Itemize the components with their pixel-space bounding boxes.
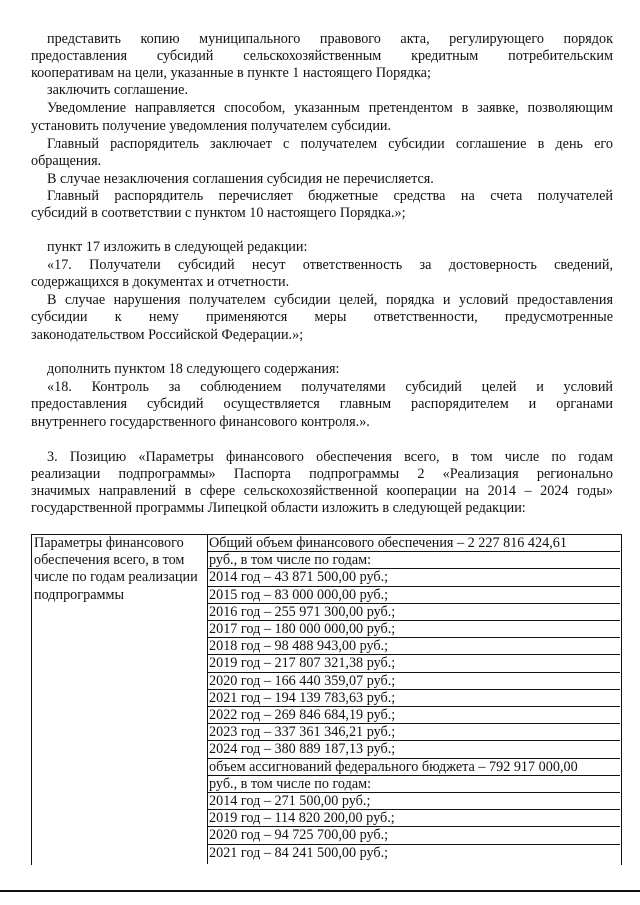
table-right-line: 2024 год – 380 889 187,13 руб.; <box>209 741 396 758</box>
paragraph-line: Главный распорядитель перечисляет бюджетные средства на счета получателей <box>47 188 613 204</box>
table-right-line: объем ассигнований федерального бюджета – 792 917 000,00 <box>209 758 578 775</box>
table-right-line: руб., в том числе по годам: <box>209 552 372 569</box>
table-right-line: Общий объем финансового обеспечения – 2 227 816 424,61 <box>209 535 567 551</box>
paragraph-line: Уведомление направляется способом, указанным претендентом в заявке, позволяющим <box>47 100 613 116</box>
paragraph-line: заключить соглашение. <box>47 82 188 98</box>
table-right-line: 2017 год – 180 000 000,00 руб.; <box>209 621 396 637</box>
table-right-line: руб., в том числе по годам: <box>209 775 372 792</box>
paragraph-line: «17. Получатели субсидий несут ответственность за достоверность сведений, <box>47 257 613 273</box>
paragraph-line: содержащихся в документах и отчетности. <box>31 274 290 290</box>
table-right-line: 2021 год – 194 139 783,63 руб.; <box>209 689 396 706</box>
paragraph-line: представить копию муниципального правового акта, регулирующего порядок <box>47 31 613 47</box>
paragraph-line: обращения. <box>31 153 102 169</box>
table-column-divider <box>207 534 208 864</box>
paragraph-line: законодательством Российской Федерации.»; <box>31 327 304 343</box>
paragraph-line: кооперативам на цели, указанные в пункте 1 настоящего Порядка; <box>31 65 431 81</box>
table-left-line: Параметры финансового <box>34 535 184 551</box>
paragraph-line: В случае нарушения получателем субсидии целей, порядка и условий предоставления <box>47 292 613 308</box>
paragraph-line: предоставления субсидий сельскохозяйственным кредитным потребительским <box>31 48 613 64</box>
table-right-line: 2020 год – 166 440 359,07 руб.; <box>209 672 396 689</box>
table-right-line: 2022 год – 269 846 684,19 руб.; <box>209 707 396 723</box>
paragraph-line: дополнить пунктом 18 следующего содержания: <box>47 361 340 377</box>
paragraph-line: субсидии к нему применяются меры ответственности, предусмотренные <box>31 309 613 325</box>
table-right-line: 2014 год – 271 500,00 руб.; <box>209 793 371 809</box>
paragraph-line: внутреннего государственного финансового контроля.». <box>31 414 370 430</box>
paragraph-line: установить получение уведомления получателем субсидии. <box>31 118 392 134</box>
table-left-line: числе по годам реализации <box>34 569 198 586</box>
paragraph-line: В случае незаключения соглашения субсидия не перечисляется. <box>47 171 434 187</box>
paragraph-line: значимых направлений в сфере сельскохозяйственной кооперации на 2014 – 2024 годы» <box>31 483 613 499</box>
table-left-line: подпрограммы <box>34 586 124 603</box>
paragraph-line: пункт 17 изложить в следующей редакции: <box>47 239 308 255</box>
table-right-line: 2019 год – 217 807 321,38 руб.; <box>209 655 396 672</box>
paragraph-line: Главный распорядитель заключает с получателем субсидии соглашение в день его <box>47 136 613 152</box>
table-right-line: 2020 год – 94 725 700,00 руб.; <box>209 827 389 844</box>
table-right-line: 2018 год – 98 488 943,00 руб.; <box>209 638 389 655</box>
table-right-line: 2021 год – 84 241 500,00 руб.; <box>209 844 389 861</box>
paragraph-line: предоставления субсидий осуществляется главным распорядителем и органами <box>31 396 613 412</box>
paragraph-line: реализации подпрограммы» Паспорта подпрограммы 2 «Реализация регионально <box>31 466 613 482</box>
page-bottom-rule <box>0 890 640 892</box>
table-right-line: 2019 год – 114 820 200,00 руб.; <box>209 810 395 827</box>
table-left-line: обеспечения всего, в том <box>34 552 185 569</box>
table-right-line: 2014 год – 43 871 500,00 руб.; <box>209 569 389 586</box>
paragraph-line: субсидий в соответствии с пунктом 10 настоящего Порядка.»; <box>31 205 406 221</box>
table-right-line: 2015 год – 83 000 000,00 руб.; <box>209 586 389 603</box>
paragraph-line: 3. Позицию «Параметры финансового обеспечения всего, в том числе по годам <box>47 449 613 465</box>
paragraph-line: «18. Контроль за соблюдением получателями субсидий целей и условий <box>47 379 613 395</box>
table-right-line: 2023 год – 337 361 346,21 руб.; <box>209 724 396 741</box>
table-right-line: 2016 год – 255 971 300,00 руб.; <box>209 603 396 620</box>
paragraph-line: государственной программы Липецкой области изложить в следующей редакции: <box>31 500 526 516</box>
